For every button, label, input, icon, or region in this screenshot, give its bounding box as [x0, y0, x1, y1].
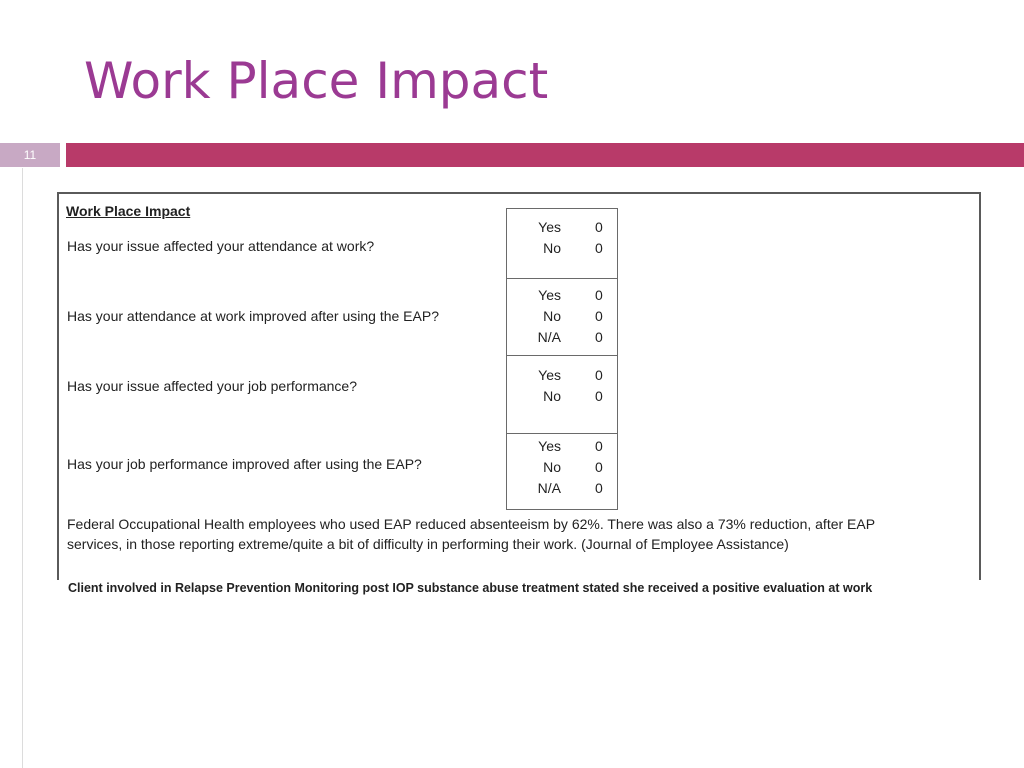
- answer-count: 0: [595, 219, 603, 235]
- answer-row: [507, 436, 617, 457]
- answer-label: Yes: [538, 287, 561, 304]
- document-heading: Work Place Impact: [66, 203, 191, 219]
- answer-row: [507, 386, 617, 407]
- slide-title: Work Place Impact: [84, 52, 549, 110]
- answer-count: 0: [595, 287, 603, 304]
- answer-label: Yes: [538, 367, 561, 384]
- answers-cell: [507, 356, 618, 433]
- title-accent-bar: [66, 143, 1024, 167]
- answer-row: [507, 306, 617, 327]
- answer-label: No: [543, 458, 561, 475]
- answer-label: No: [543, 240, 561, 256]
- slide-number: 11: [0, 143, 60, 167]
- survey-document-image: [57, 192, 981, 580]
- answer-row: [507, 327, 617, 348]
- answer-count: 0: [595, 458, 603, 475]
- answer-count: 0: [595, 388, 603, 405]
- answer-label: No: [543, 308, 561, 325]
- answer-label: No: [543, 388, 561, 405]
- question-performance-improved: Has your job performance improved after using the EAP?: [67, 456, 422, 472]
- answer-label: N/A: [537, 479, 561, 496]
- question-attendance-improved: Has your attendance at work improved after using the EAP?: [67, 308, 439, 324]
- answers-table: [506, 208, 618, 510]
- answer-label: Yes: [538, 437, 561, 454]
- left-divider: [22, 168, 23, 768]
- answers-cell: [507, 279, 618, 356]
- answer-row: [507, 478, 617, 499]
- answer-count: 0: [595, 437, 603, 454]
- answer-count: 0: [595, 308, 603, 325]
- answer-count: 0: [595, 367, 603, 384]
- answer-count: 0: [595, 240, 603, 256]
- answer-count: 0: [595, 329, 603, 346]
- answer-row: [507, 457, 617, 478]
- answer-row: [507, 365, 617, 386]
- answer-label: N/A: [537, 329, 561, 346]
- client-outcome-caption: Client involved in Relapse Prevention Monitoring post IOP substance abuse treatment stated she received a positive evaluation at work: [68, 581, 873, 595]
- answers-cell: [507, 209, 618, 279]
- question-attendance-affected: Has your issue affected your attendance at work?: [67, 238, 375, 254]
- answer-count: 0: [595, 479, 603, 496]
- answer-row: [507, 285, 617, 306]
- answers-cell: [507, 433, 618, 509]
- answer-label: Yes: [538, 219, 561, 235]
- question-performance-affected: Has your issue affected your job performance?: [67, 378, 358, 394]
- answer-row: [507, 238, 617, 259]
- eap-statistics-footnote: Federal Occupational Health employees who used EAP reduced absenteeism by 62%. There was also a 73% reduction, after EAP services, in those reporting extreme/quite a bit of difficulty in performing their work. (Journal of Employee Assistance): [67, 516, 875, 552]
- answer-row: [507, 217, 617, 238]
